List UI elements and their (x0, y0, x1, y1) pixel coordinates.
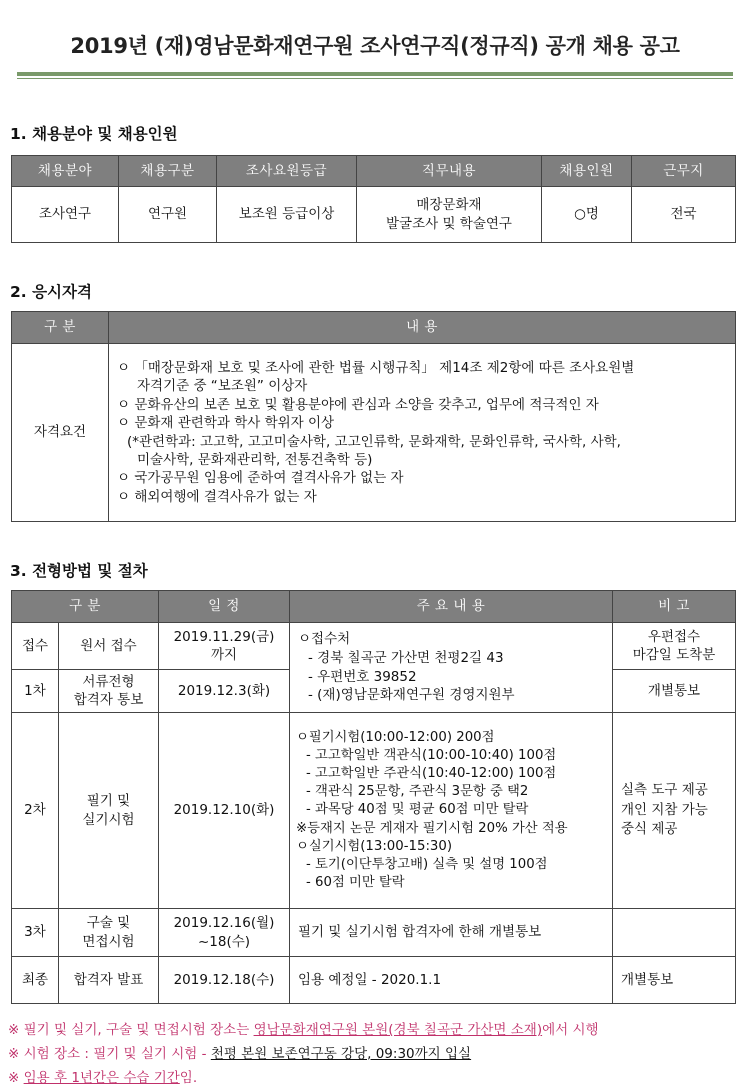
final-name: 합격자 발표 (59, 957, 159, 1004)
header-remarks: 비 고 (613, 591, 736, 623)
note-1-post: 에서 시행 (542, 1022, 599, 1038)
second-note (613, 713, 736, 909)
header-field: 채용분야 (12, 156, 119, 187)
section2-heading: 2. 응시자격 (10, 283, 92, 301)
third-stage-row (12, 909, 736, 957)
first-date: 2019.12.3(화) (159, 670, 290, 713)
req-line: 자격기준 중 “보조원” 이상자 (137, 378, 308, 395)
qualification-header-row (12, 312, 736, 344)
second-content-line: - 고고학일반 주관식(10:40-12:00) 100점 (306, 765, 557, 781)
final-note: 개별통보 (613, 957, 736, 1004)
header-location: 근무지 (632, 156, 736, 187)
section1-heading: 1. 채용분야 및 채용인원 (10, 125, 178, 143)
second-note-line: 개인 지참 가능 (621, 801, 708, 818)
second-stage: 2차 (12, 713, 59, 909)
second-content-line: - 60점 미만 탈락 (306, 875, 405, 891)
second-content-line: - 고고학일반 객관식(10:00-10:40) 100점 (306, 747, 557, 763)
title-rule (17, 72, 733, 76)
third-content: 필기 및 실기시험 합격자에 한해 개별통보 (290, 909, 613, 957)
final-date: 2019.12.18(수) (159, 957, 290, 1004)
req-line: (*관련학과: 고고학, 고고미술사학, 고고인류학, 문화재학, 문화인류학, 국사학, 사학, (127, 433, 621, 450)
third-note (613, 909, 736, 957)
header-stage: 구 분 (12, 591, 159, 623)
receipt-note-line-2: 마감일 도착분 (632, 647, 716, 663)
cell-field: 조사연구 (12, 187, 119, 243)
third-name-line-2: 면접시험 (82, 933, 135, 950)
cell-location: 전국 (632, 187, 736, 243)
note-1-underlined: 영남문화재연구원 본원(경북 칠곡군 가산면 소재) (253, 1022, 543, 1038)
page-title: 2019년 (재)영남문화재연구원 조사연구직(정규직) 공개 채용 공고 (70, 34, 680, 58)
second-content-line: - 토기(이단투창고배) 실측 및 설명 100점 (306, 857, 548, 872)
final-stage-row (12, 957, 736, 1004)
procedure-header-row (12, 591, 736, 623)
note-3-post: 임. (179, 1070, 198, 1086)
final-content: 임용 예정일 - 2020.1.1 (290, 957, 613, 1004)
second-content (290, 713, 613, 909)
third-stage: 3차 (12, 909, 59, 957)
header-count: 채용인원 (542, 156, 632, 187)
req-line: 미술사학, 문화재관리학, 전통건축학 등) (137, 451, 373, 468)
receipt-note-line-1: 우편접수 (647, 628, 701, 645)
receipt-row (12, 623, 736, 670)
second-note-line: 중식 제공 (621, 821, 678, 838)
header-duty: 직무내용 (357, 156, 542, 187)
qualification-table (11, 311, 736, 522)
duty-line-2: 발굴조사 및 학술연구 (386, 215, 512, 232)
third-date-line-1: 2019.12.16(월) (173, 915, 275, 932)
second-content-line: - 과목당 40점 및 평균 60점 미만 탈락 (306, 802, 529, 818)
note-exam-venue (8, 1042, 471, 1062)
note-probation (8, 1066, 197, 1086)
section3-heading: 3. 전형방법 및 절차 (10, 562, 148, 580)
procedure-table (11, 590, 736, 1004)
note-2-pre: ※ 시험 장소 : 필기 및 실기 시험 - (8, 1046, 211, 1062)
note-2-underlined: 천평 본원 보존연구동 강당, 09:30까지 입실 (210, 1046, 472, 1062)
second-content-line: ㅇ실기시험(13:00-15:30) (296, 838, 453, 854)
receipt-date-line-1: 2019.11.29(금) (173, 628, 275, 645)
cell-count: ○명 (542, 187, 632, 243)
first-note: 개별통보 (613, 670, 736, 713)
receipt-stage: 접수 (12, 623, 59, 670)
cell-type: 연구원 (119, 187, 217, 243)
req-line: ㅇ 「매장문화재 보호 및 조사에 관한 법률 시행규칙」 제14조 제2항에 따른 조사요원별 (117, 359, 635, 376)
note-1-pre: ※ 필기 및 실기, 구술 및 면접시험 장소는 (8, 1022, 254, 1038)
req-line: ㅇ 해외여행에 결격사유가 없는 자 (117, 488, 317, 505)
header-content: 내 용 (109, 312, 736, 344)
second-name (59, 713, 159, 909)
title-rule-thin (17, 78, 733, 79)
second-stage-row (12, 713, 736, 909)
note-3-mark: ※ (8, 1070, 24, 1086)
third-name-line-1: 구술 및 (86, 915, 131, 932)
second-name-line-1: 필기 및 (86, 793, 131, 810)
duty-line-1: 매장문화재 (416, 197, 482, 214)
second-name-line-2: 실기시험 (82, 811, 135, 828)
receipt-name: 원서 접수 (59, 623, 159, 670)
receipt-content-line: - 우편번호 39852 (308, 668, 417, 685)
receipt-content-line: ㅇ접수처 (298, 631, 351, 648)
receipt-date (159, 623, 290, 670)
final-stage: 최종 (12, 957, 59, 1004)
receipt-date-line-2: 까지 (210, 647, 238, 663)
header-grade: 조사요원등급 (217, 156, 357, 187)
receipt-content-line: - 경북 칠곡군 가산면 천평2길 43 (308, 649, 504, 666)
first-stage: 1차 (12, 670, 59, 713)
second-content-line: ㅇ필기시험(10:00-12:00) 200점 (296, 729, 495, 745)
note-3-underlined: 임용 후 1년간은 수습 기간 (23, 1070, 180, 1086)
third-name (59, 909, 159, 957)
recruit-table (11, 155, 736, 243)
req-line: ㅇ 문화재 관련학과 학사 학위자 이상 (117, 415, 335, 432)
second-note-line: 실측 도구 제공 (621, 782, 708, 799)
qualification-row (12, 344, 736, 522)
first-name-line-1: 서류전형 (82, 673, 135, 690)
header-schedule: 일 정 (159, 591, 290, 623)
second-content-line: - 객관식 25문항, 주관식 3문항 중 택2 (306, 784, 529, 800)
cell-category: 자격요건 (12, 344, 109, 522)
cell-grade: 보조원 등급이상 (217, 187, 357, 243)
note-exam-location (8, 1018, 599, 1038)
second-date: 2019.12.10(화) (159, 713, 290, 909)
req-line: ㅇ 국가공무원 임용에 준하여 결격사유가 없는 자 (117, 470, 404, 487)
recruit-header-row (12, 156, 736, 187)
req-line: ㅇ 문화유산의 보존 보호 및 활용분야에 관심과 소양을 갖추고, 업무에 적극적인 자 (117, 396, 599, 413)
third-date-line-2: ~18(수) (197, 933, 251, 950)
receipt-content-line: - (재)영남문화재연구원 경영지원부 (308, 687, 515, 704)
third-date (159, 909, 290, 957)
receipt-note (613, 623, 736, 670)
first-name-line-2: 합격자 통보 (73, 692, 144, 708)
cell-duty (357, 187, 542, 243)
recruit-row (12, 187, 736, 243)
header-category: 구 분 (12, 312, 109, 344)
header-main-content: 주 요 내 용 (290, 591, 613, 623)
second-content-line: ※등재지 논문 게재자 필기시험 20% 가산 적용 (296, 820, 568, 836)
first-name (59, 670, 159, 713)
receipt-content (290, 623, 613, 713)
cell-requirements (109, 344, 736, 522)
header-type: 채용구분 (119, 156, 217, 187)
